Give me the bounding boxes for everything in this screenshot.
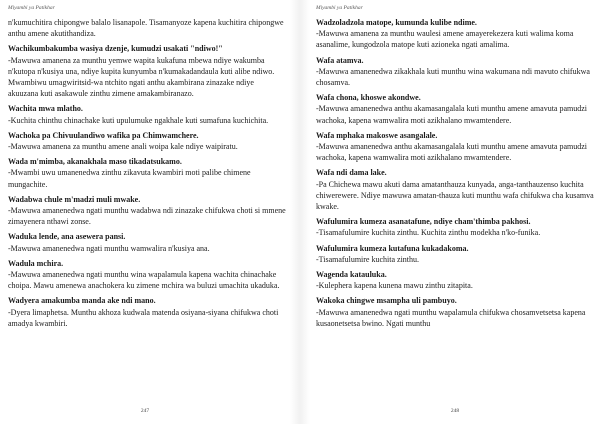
- proverb-definition: -Mwambi uwu umanenedwa zinthu zikavuta kwambiri moti palibe chimene mungachite.: [8, 168, 251, 189]
- proverb-definition: -Tisamafulumire kuchita zinthu.: [316, 254, 420, 264]
- proverb-headword: Wakoka chingwe msampha uli pambuyo.: [316, 296, 457, 306]
- proverb-entry: [8, 194, 286, 228]
- proverb-definition: -Tisamafulumire kuchita zinthu. Kuchita zinthu modekha n'ko-funika.: [316, 228, 541, 238]
- proverb-definition: -Mawuwa amanenedwa ngati munthu wapalamula chifukwa chosamvetsetsa kapena kusaonetsetsa bwino. Ngati munthu: [316, 307, 586, 328]
- left-page: [0, 0, 290, 424]
- proverb-entry: [316, 243, 598, 265]
- proverb-entry: [316, 269, 598, 291]
- proverb-definition: -Mawuwa amanena za munthu amene anali woipa kale ndiye waipiratu.: [8, 142, 238, 152]
- proverb-entry: [316, 167, 598, 212]
- proverb-headword: Wafulumira kumeza asanatafune, ndiye cham'thimba pakhosi.: [316, 217, 531, 227]
- proverb-entry: [8, 156, 286, 190]
- proverb-definition: -Mawuwa amanenedwa anthu akamasangalala kuti munthu amene amavuta pamudzi wachoka, kapena wamwalira moti azikhalano mwamtendere.: [316, 104, 588, 125]
- page-number: 248: [450, 408, 460, 414]
- proverb-headword: Wadzoladzola matope, kumunda kulibe ndime.: [316, 18, 477, 27]
- proverb-entry: [316, 17, 598, 51]
- proverb-headword: Wachikumbakumba wasiya dzenje, kumudzi usakati "ndiwo!": [8, 44, 223, 54]
- proverb-entry: [8, 43, 286, 99]
- book-gutter: [290, 0, 310, 424]
- proverb-definition: -Mawuwa amanenedwa ngati munthu wadabwa ndi zinazake chifukwa choti si mmene zimayenera nthawi zonse.: [8, 206, 286, 227]
- running-head: Miyambi ya Patikhar: [316, 5, 363, 11]
- proverb-headword: Wada m'mimba, akanakhala maso tikadatsukamo.: [8, 157, 182, 167]
- page-number: 247: [140, 408, 150, 414]
- proverb-entry: [8, 295, 286, 329]
- proverb-headword: Wafa atamva.: [316, 55, 364, 65]
- page-content: [8, 17, 286, 333]
- proverb-entry: [316, 216, 598, 238]
- proverb-definition: -Kuchita chinthu chinachake kuti upulumuke ngakhale kuti sumafuna kuchichita.: [8, 115, 269, 125]
- proverb-definition: -Mawuwa amanena za munthu waulesi amene amayerekezera kuti walima koma asanalime, kungodzola matope kuti azioneka ngati amalima.: [316, 29, 574, 50]
- proverb-definition: -Mawuwa amanenedwa anthu akamasangalala kuti munthu amene amavuta pamudzi wachoka, kapena wamwalira moti azikhalano mwamtendere.: [316, 142, 588, 163]
- proverb-entry: [8, 103, 286, 125]
- proverb-entry: [316, 295, 598, 329]
- proverb-entry: [316, 130, 598, 164]
- proverb-definition: -Mawuwa amanenedwa zikakhala kuti munthu wina wakumana ndi mavuto chifukwa chosamva.: [316, 66, 590, 88]
- proverb-entry: [8, 258, 286, 292]
- proverb-definition: -Mawuwa amanena za munthu yemwe wapita kukafuna mbewa ndiye wakumba n'kutopa n'kusiya una, ndiye kupita kunyumba n'kumakadandaula kuti alibe ndiwo. Mwambiwu umagwiritsid-wa ntchito ngati anthu akambirana zinazake ndiye akuuzana kuti asakawule zinthu zimene amakambiranazo.: [8, 55, 275, 99]
- proverb-headword: Wadabwa chule m'madzi muli mwake.: [8, 194, 141, 204]
- proverb-definition: -Mawuwa amanenedwa ngati munthu wamwalira n'kusiya ana.: [8, 243, 210, 253]
- page-content: [316, 17, 598, 333]
- proverb-entry: [8, 231, 286, 253]
- running-head: Miyambi ya Patikhar: [8, 5, 55, 11]
- proverb-headword: Wafa mphaka makoswe asangalale.: [316, 130, 438, 140]
- proverb-headword: Wafa ndi dama lake.: [316, 168, 387, 178]
- proverb-entry: [316, 55, 598, 89]
- proverb-headword: Wadula mchira.: [8, 258, 64, 268]
- proverb-definition: -Kulephera kapena kunena mawu zinthu zitapita.: [316, 281, 473, 291]
- proverb-entry: [8, 130, 286, 152]
- proverb-definition: -Dyera limaphetsa. Munthu akhoza kudwala matenda osiyana-siyana chifukwa choti amadya kwambiri.: [8, 307, 279, 328]
- right-page: [310, 0, 600, 424]
- proverb-headword: Wachoka pa Chivuulandiwo wafika pa Chimwamchere.: [8, 130, 199, 140]
- proverb-entry: [316, 92, 598, 126]
- continuation-text: n'kumuchitira chipongwe balalo lisanapole. Tisamanyoze kapena kuchitira chipongwe anthu amene akutithandiza.: [8, 18, 284, 39]
- proverb-headword: Waduka lende, ana asewera pansi.: [8, 232, 126, 242]
- proverb-headword: Wachita mwa mlatho.: [8, 104, 83, 114]
- proverb-definition: -Pa Chichewa mawu akuti dama amatanthauza kunyada, anga-tanthauzenso kuchita chiwerewere. Ndiye mawuwa amatan-thauza kuti munthu wafa chifukwa cha kusamva kwake.: [316, 179, 594, 212]
- proverb-headword: Wafa chona, khoswe akondwe.: [316, 93, 421, 103]
- proverb-headword: Wagenda katauluka.: [316, 270, 387, 280]
- proverb-headword: Wafulumira kumeza kutafuna kukadakoma.: [316, 243, 469, 253]
- proverb-definition: -Mawuwa amanenedwa ngati munthu wina wapalamula kapena wachita chinachake choipa. Mawu amenewa anachokera ku zimene mchira wa buluzi umachita ukaduka.: [8, 270, 280, 291]
- proverb-headword: Wadyera amakumba manda ake ndi mano.: [8, 296, 156, 306]
